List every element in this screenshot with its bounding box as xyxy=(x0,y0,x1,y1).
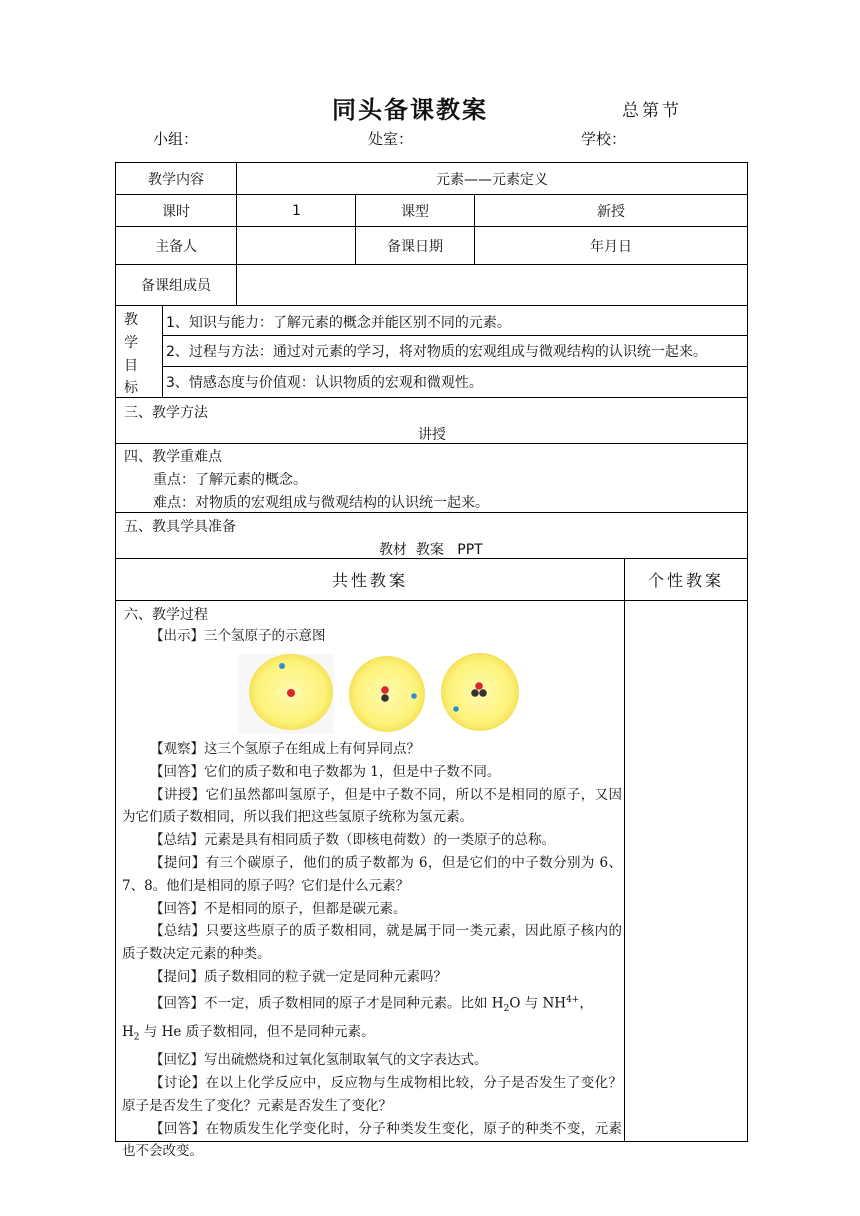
question-paragraph: 【提问】有三个碳原子，他们的质子数都为 6，但是它们的中子数分别为 6、7、8。他们是相同的原子吗？它们是什么元素？ xyxy=(122,854,622,894)
preparer-label: 主备人 xyxy=(116,227,237,264)
neutron-dot xyxy=(381,694,389,702)
period-cell xyxy=(237,195,356,226)
total-section-label: 总第节 xyxy=(622,101,682,121)
row-goals xyxy=(115,305,748,398)
superscript: 4+ xyxy=(566,994,580,1005)
members-label: 备课组成员 xyxy=(116,265,237,305)
date-value: 年月日 xyxy=(590,238,632,255)
type-value: 新授 xyxy=(597,203,625,220)
subscript: 2 xyxy=(133,1032,140,1043)
row-content xyxy=(115,162,748,195)
method-title: 三、教学方法 xyxy=(124,405,208,421)
neutron-dot xyxy=(479,689,487,697)
show-line: 【出示】三个氢原子的示意图 xyxy=(150,628,326,644)
page-title: 同头备课教案 xyxy=(332,96,488,124)
date-label: 备课日期 xyxy=(356,227,475,264)
tools-title: 五、教具学具准备 xyxy=(124,519,236,535)
explain-paragraph: 【讲授】它们虽然都叫氢原子，但是中子数不同，所以不是相同的原子，又因为它们质子数相同，所以我们把这些氢原子统称为氢元素。 xyxy=(122,786,622,826)
answer-line: 【回答】它们的质子数和电子数都为 1，但是中子数不同。 xyxy=(150,763,501,780)
answer-text: ， xyxy=(579,995,593,1012)
proton-dot xyxy=(475,682,483,690)
row-plan-headers xyxy=(115,558,748,601)
answer-text: 与 He 质子数相同，但不是同种元素。 xyxy=(139,1023,375,1040)
goals-label-char: 目 xyxy=(124,358,138,374)
answer-text: 【回答】不一定，质子数相同的原子才是同种元素。比如 H xyxy=(150,995,504,1012)
method-value: 讲授 xyxy=(418,427,446,443)
recall-line: 【回忆】写出硫燃烧和过氧化氢制取氧气的文字表达式。 xyxy=(150,1052,488,1069)
common-plan-header: 共性教案 xyxy=(116,559,625,600)
discuss-paragraph: 【讨论】在以上化学反应中，反应物与生成物相比较，分子是否发生了变化？原子是否发生了变化？元素是否发生了变化？ xyxy=(122,1075,622,1114)
goal-1: 1、知识与能力：了解元素的概念并能区别不同的元素。 xyxy=(166,315,511,331)
electron-dot xyxy=(453,706,459,712)
group-label: 小组： xyxy=(153,130,199,148)
goals-label-char: 学 xyxy=(124,335,138,351)
row-period xyxy=(115,194,748,227)
electron-dot xyxy=(411,693,417,699)
subscript: 2 xyxy=(503,1003,510,1014)
goals-label-char: 教 xyxy=(124,312,138,328)
content-label: 教学内容 xyxy=(116,163,237,194)
goal-3: 3、情感态度与价值观：认识物质的宏观和微观性。 xyxy=(166,375,483,391)
proton-dot xyxy=(381,686,389,694)
proton-dot xyxy=(287,689,295,697)
office-label: 处室： xyxy=(368,130,414,148)
difficult-point: 难点：对物质的宏观组成与微观结构的认识统一起来。 xyxy=(153,495,489,511)
period-value: 1 xyxy=(292,203,301,219)
goals-label xyxy=(116,306,163,397)
question-line: 【提问】质子数相同的粒子就一定是同种元素吗？ xyxy=(150,968,447,985)
content-value: 元素——元素定义 xyxy=(436,171,548,188)
process-text xyxy=(122,738,622,1163)
process-title: 六、教学过程 xyxy=(124,607,208,623)
neutron-dot xyxy=(471,689,479,697)
school-label: 学校： xyxy=(581,130,627,148)
process-show xyxy=(122,625,622,648)
observe-line: 【观察】这三个氢原子在组成上有何异同点？ xyxy=(150,741,420,757)
row-tools xyxy=(115,512,748,559)
answer-paragraph xyxy=(122,989,622,1021)
tools-value: 教材 教案 PPT xyxy=(379,542,483,558)
summary-paragraph: 【总结】只要这些原子的质子数相同，就是属于同一类元素，因此原子核内的质子数决定元素的种类。 xyxy=(122,923,622,963)
row-members xyxy=(115,264,748,306)
key-point: 重点：了解元素的概念。 xyxy=(153,472,307,488)
answer-paragraph: 【回答】在物质发生化学变化时，分子种类发生变化，原子的种类不变，元素也不会改变。 xyxy=(122,1120,622,1160)
goal-2: 2、过程与方法：通过对元素的学习，将对物质的宏观组成与微观结构的认识统一起来。 xyxy=(166,344,707,360)
row-method xyxy=(115,397,748,444)
key-title: 四、教学重难点 xyxy=(124,449,222,465)
answer-text: O 与 NH xyxy=(509,995,567,1012)
type-label: 课型 xyxy=(356,195,475,226)
answer-text: H xyxy=(122,1023,134,1040)
answer-paragraph-cont xyxy=(122,1021,622,1049)
period-label: 课时 xyxy=(116,195,237,226)
electron-dot xyxy=(279,663,285,669)
preparer-value xyxy=(237,227,356,264)
goals-label-char: 标 xyxy=(124,380,138,396)
personal-plan-header: 个性教案 xyxy=(647,571,724,590)
summary-line: 【总结】元素是具有相同质子数（即核电荷数）的一类原子的总称。 xyxy=(150,832,555,849)
answer-line: 【回答】不是相同的原子，但都是碳元素。 xyxy=(150,900,407,917)
hydrogen-atoms-illustration xyxy=(238,652,523,736)
row-preparer xyxy=(115,226,748,265)
row-key-points xyxy=(115,443,748,513)
